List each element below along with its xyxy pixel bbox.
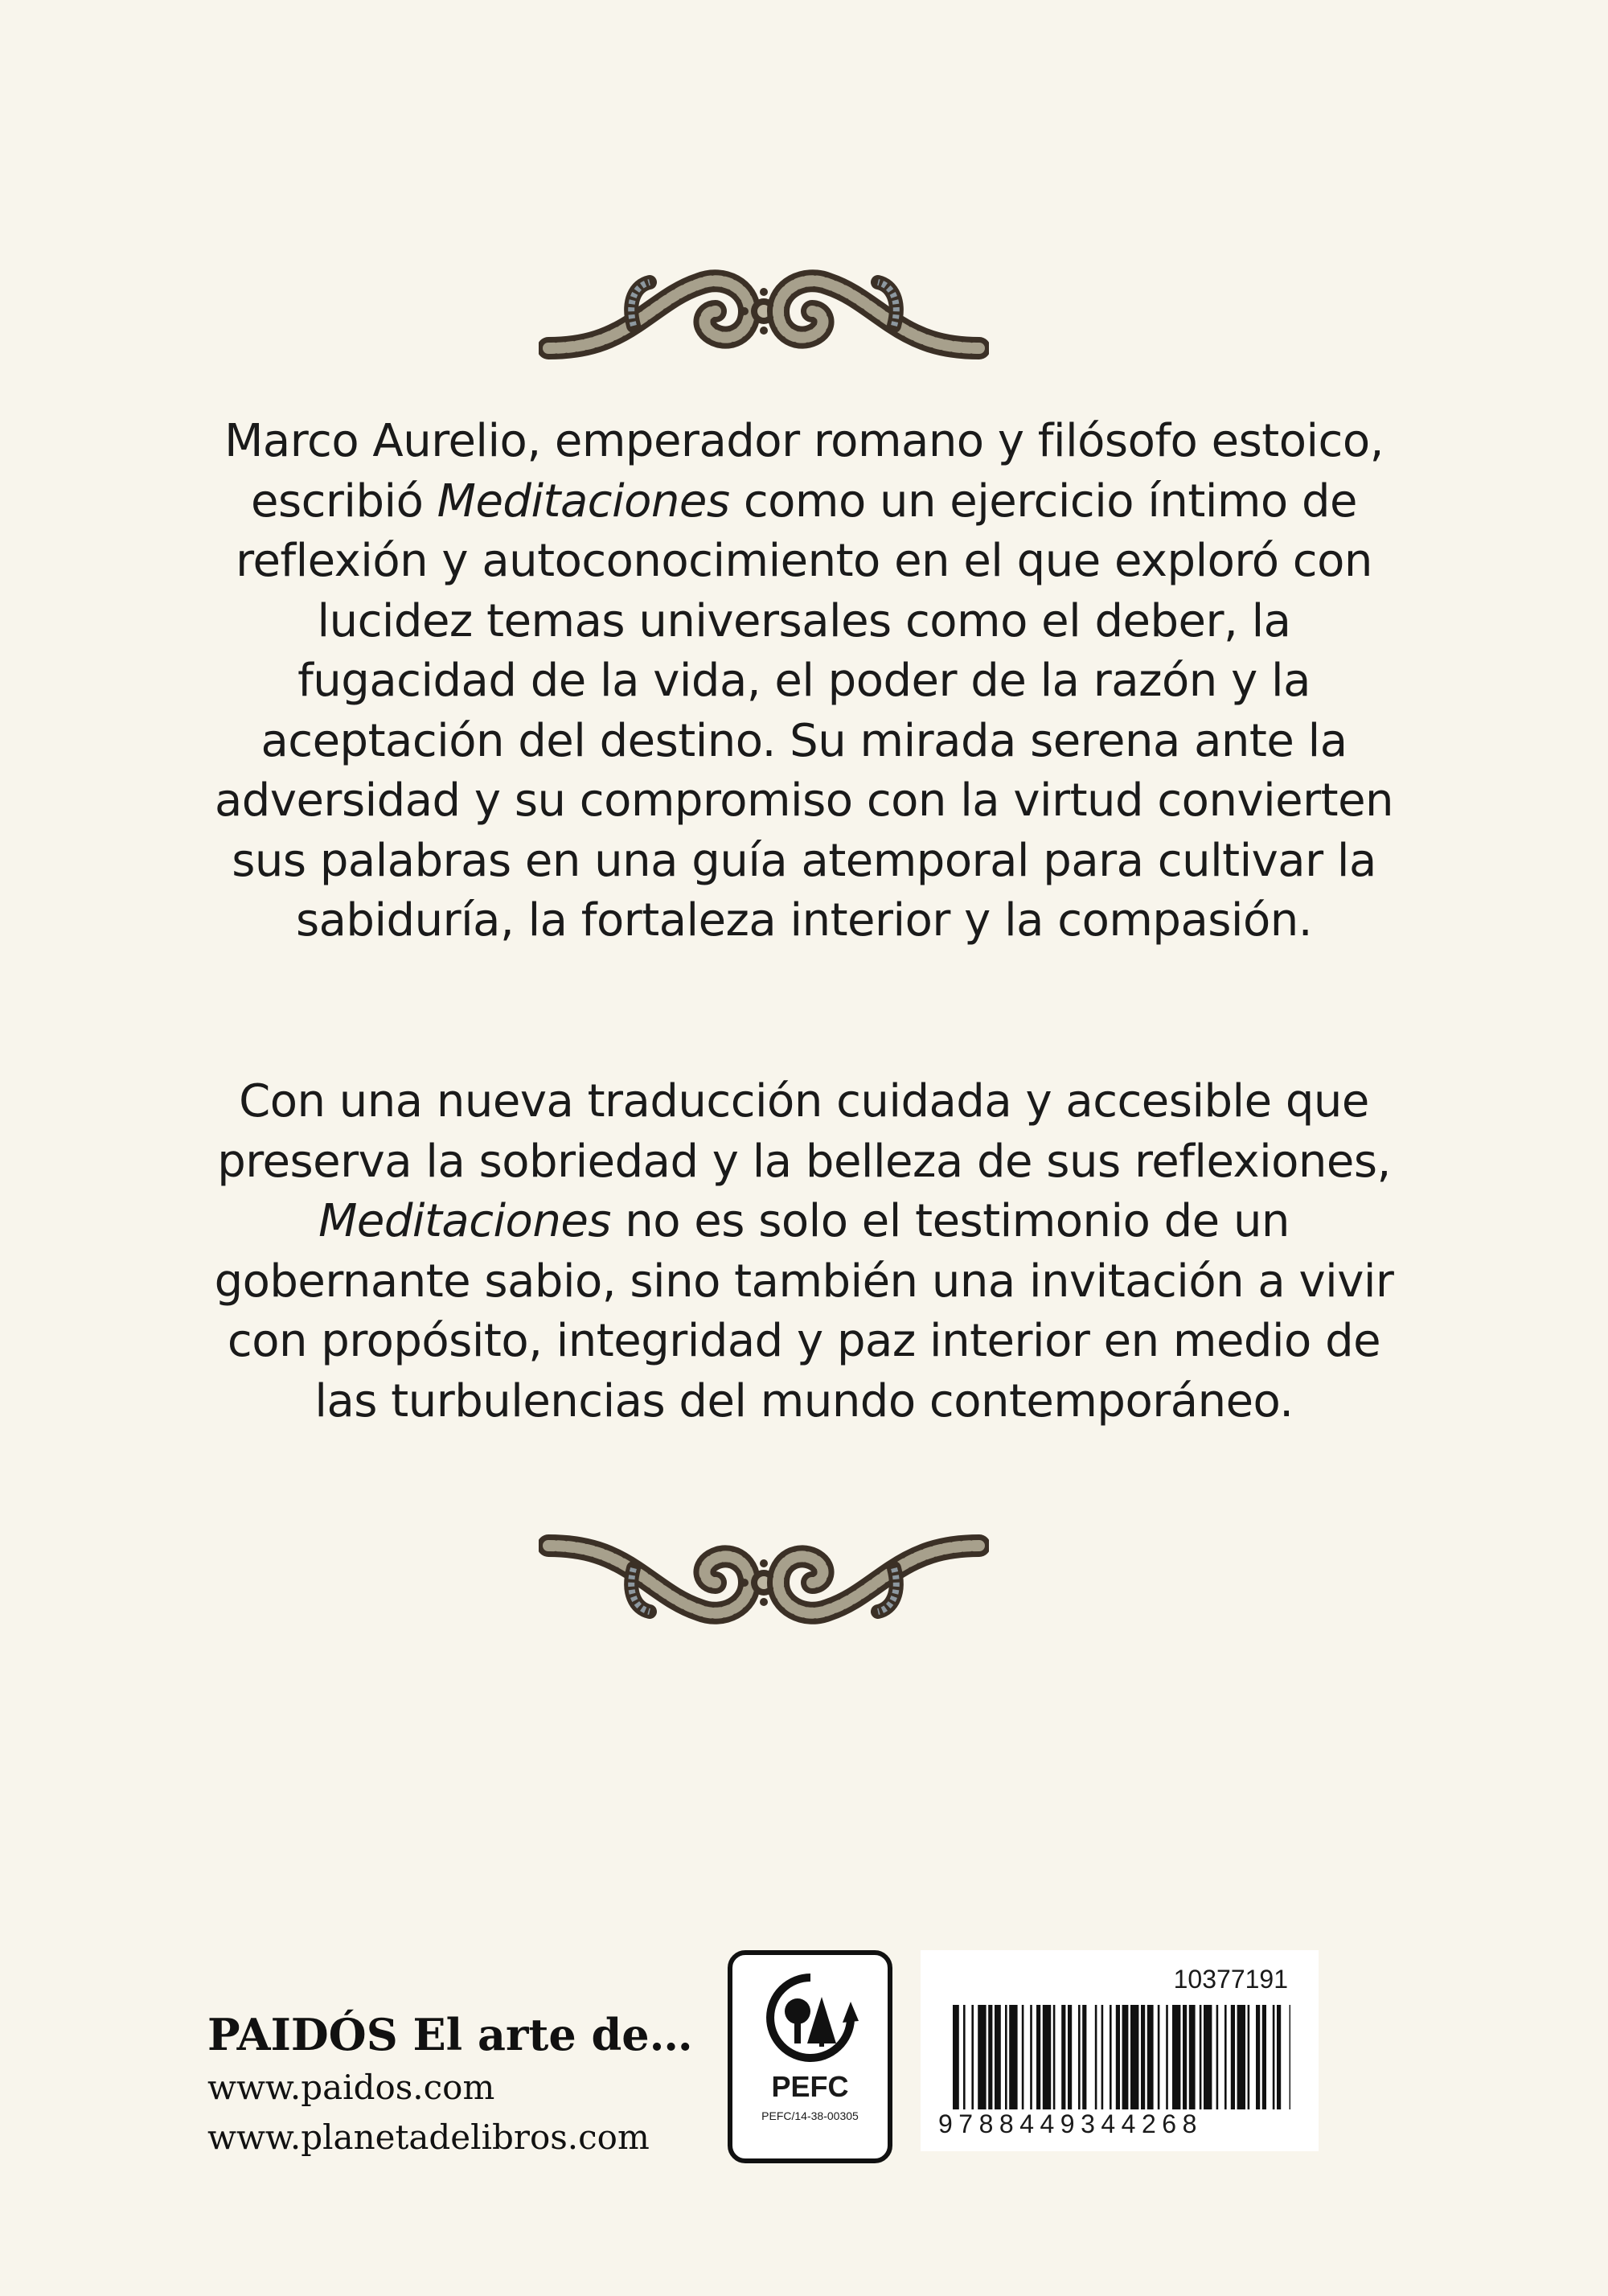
blurb-p2-text-before: Con una nueva traducción cuidada y accesible que preserva la sobriedad y la belleza de sus reflexiones, [217, 1075, 1391, 1188]
pefc-certification-label [728, 1950, 892, 2163]
barcode-bar [1116, 2005, 1120, 2109]
barcode-bar [978, 2005, 986, 2109]
barcode-bar [1043, 2005, 1051, 2109]
barcode-bar [1005, 2005, 1007, 2109]
barcode-bar [1036, 2005, 1040, 2109]
barcode-bar [1082, 2005, 1086, 2109]
blurb-p2-book-title: Meditaciones [318, 1195, 611, 1247]
barcode-bar [1224, 2005, 1227, 2109]
pefc-trees-logo-icon [762, 1969, 859, 2066]
barcode-bar [1204, 2005, 1212, 2109]
barcode-bar [1273, 2005, 1275, 2109]
blurb-p2-text-after: no es solo el testimonio de un gobernante sabio, sino también una invitación a vivir con propósito, integridad y paz interior en medio de las turbulencias del mundo contemporáneo. [214, 1195, 1394, 1427]
barcode-bar [1022, 2005, 1024, 2109]
barcode-bar [1262, 2005, 1266, 2109]
barcode-bar [1183, 2005, 1187, 2109]
blurb-p1-text-after: como un ejercicio íntimo de reflexión y autoconocimiento en el que exploró con lucidez temas universales como el deber, la fugacidad de la vida, el poder de la razón y la aceptación del destino. Su mirada serena ante la adversidad y su compromiso con la virtud convierten sus palabras en una guía atemporal para cultivar la sabiduría, la fortaleza interior y la compasión. [214, 474, 1394, 947]
mosaic-scroll-left [548, 281, 749, 348]
blurb-p1-text-before: Marco Aurelio, emperador romano y filósofo estoico, escribió [224, 415, 1384, 528]
barcode-bar [1248, 2005, 1250, 2109]
barcode-bar [1147, 2005, 1154, 2109]
pefc-name: PEFC [771, 2070, 849, 2103]
barcode-bar [1231, 2005, 1235, 2109]
barcode-bar [1216, 2005, 1219, 2109]
publisher-block [207, 2006, 693, 2163]
barcode-bar [1141, 2005, 1145, 2109]
barcode-bar [995, 2005, 1001, 2109]
barcode-bar [1256, 2005, 1260, 2109]
top-mosaic-ornament [539, 245, 989, 366]
barcode-bar [1095, 2005, 1097, 2109]
barcode-bar [1078, 2005, 1081, 2109]
barcode-reference-number: 10377191 [1173, 1965, 1288, 1994]
barcode-bar [1061, 2005, 1065, 2109]
blurb-paragraph-1 [209, 412, 1399, 951]
barcode-bar [1237, 2005, 1245, 2109]
isbn-barcode-icon [953, 2005, 1290, 2109]
blurb-p1-book-title: Meditaciones [437, 474, 730, 528]
barcode-block [921, 1950, 1319, 2151]
barcode-bar [1172, 2005, 1180, 2109]
publisher-url-planeta: www.planetadelibros.com [207, 2117, 650, 2157]
barcode-bar [1101, 2005, 1104, 2109]
barcode-bar [1122, 2005, 1129, 2109]
barcode-bar [1200, 2005, 1202, 2109]
barcode-bar [963, 2005, 966, 2109]
pefc-code: PEFC/14-38-00305 [761, 2109, 859, 2122]
publisher-brand: PAIDÓS El arte de… [207, 2009, 693, 2060]
barcode-bar [1158, 2005, 1160, 2109]
barcode-bar [1110, 2005, 1112, 2109]
blurb-paragraph-2 [209, 1072, 1399, 1431]
barcode-bar [971, 2005, 974, 2109]
barcode-bar [1009, 2005, 1017, 2109]
mosaic-scroll-right [778, 1546, 979, 1613]
barcode-bar [1030, 2005, 1032, 2109]
barcode-bar [1053, 2005, 1056, 2109]
barcode-bar [1189, 2005, 1196, 2109]
barcode-bar [988, 2005, 992, 2109]
bottom-mosaic-ornament [539, 1528, 989, 1649]
mosaic-scroll-left [548, 1546, 749, 1613]
barcode-bar [1277, 2005, 1281, 2109]
barcode-bar [1068, 2005, 1072, 2109]
publisher-url-paidos: www.paidos.com [207, 2068, 495, 2107]
mosaic-scroll-right [778, 281, 979, 348]
barcode-bar [953, 2005, 959, 2109]
barcode-bar [1130, 2005, 1138, 2109]
barcode-bar [1166, 2005, 1168, 2109]
isbn-digits: 9788449344268 [938, 2109, 1203, 2138]
